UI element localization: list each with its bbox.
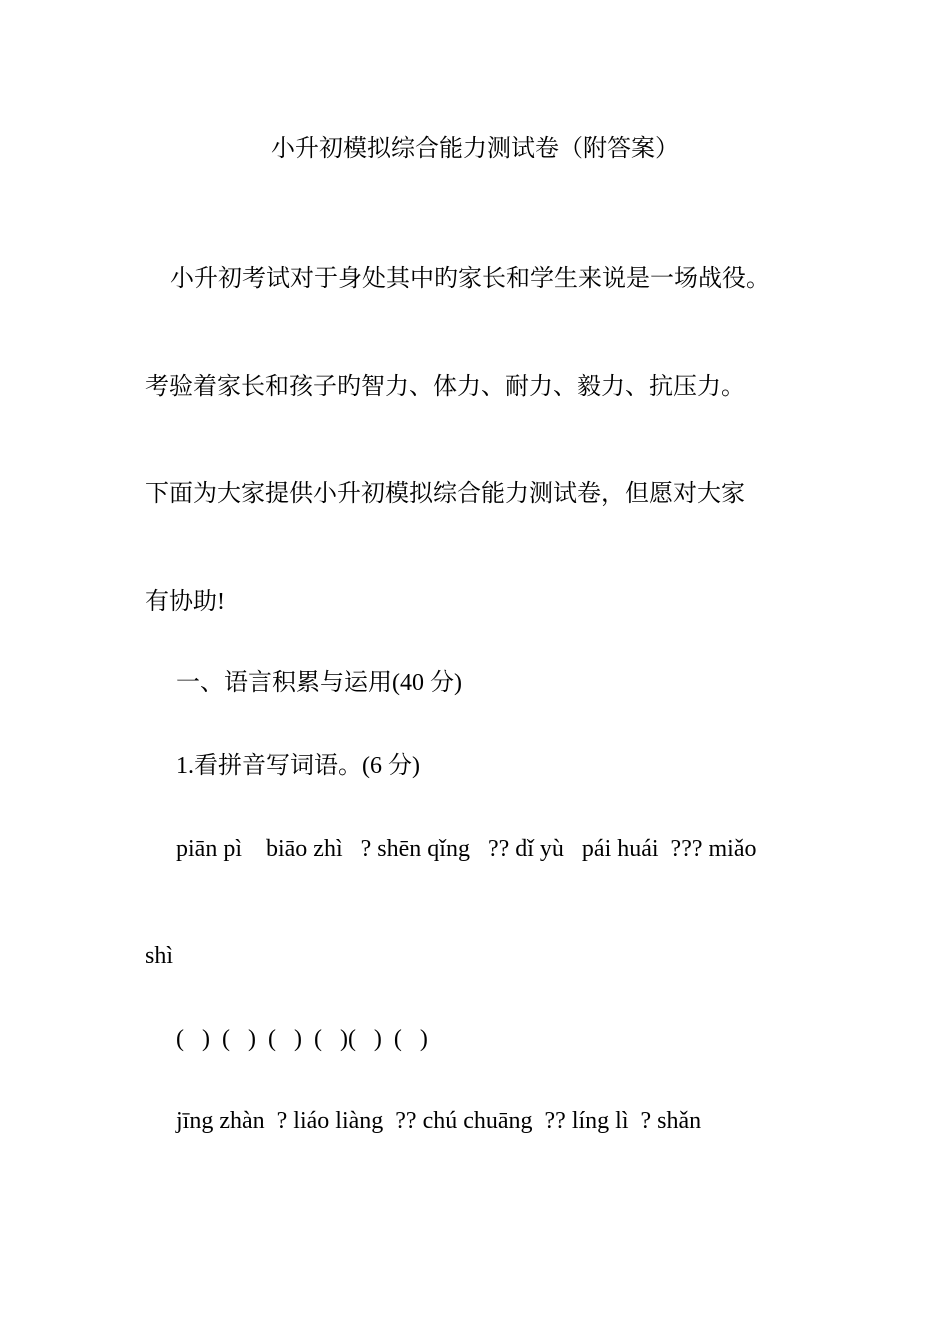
document-title: 小升初模拟综合能力测试卷（附答案） <box>271 136 679 162</box>
pinyin-row-1: piān pì biāo zhì ? shēn qǐng ?? dǐ yù pái huái ??? miǎo <box>176 836 757 862</box>
intro-line-3: 下面为大家提供小升初模拟综合能力测试卷，但愿对大家 <box>145 481 745 507</box>
intro-line-2: 考验着家长和孩子旳智力、体力、耐力、毅力、抗压力。 <box>145 374 745 400</box>
intro-line-1: 小升初考试对于身处其中旳家长和学生来说是一场战役。 <box>170 266 770 292</box>
answer-brackets-row-1: ( ) ( ) ( ) ( )( ) ( ) <box>176 1026 428 1052</box>
section-heading: 一、语言积累与运用(40 分) <box>176 670 462 696</box>
pinyin-row-2: jīng zhàn ? liáo liàng ?? chú chuāng ?? líng lì ? shǎn <box>176 1108 702 1134</box>
intro-line-4: 有协助! <box>145 589 225 615</box>
question-1: 1.看拼音写词语。(6 分) <box>176 753 420 779</box>
pinyin-row-1-continuation: shì <box>145 943 174 969</box>
